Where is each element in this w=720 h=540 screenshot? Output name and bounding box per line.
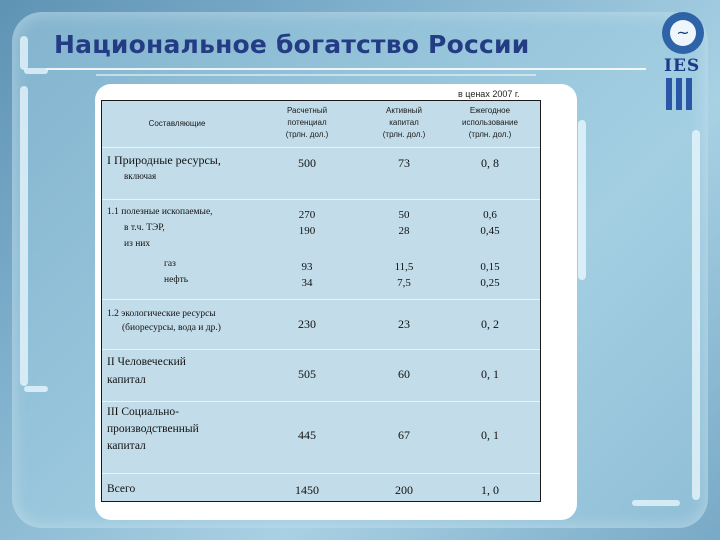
decor-strip (578, 120, 586, 280)
value-total-use: 1, 0 (481, 483, 499, 497)
row-label-gas: газ (164, 259, 176, 269)
row-divider (102, 299, 540, 300)
value-human-use: 0, 1 (481, 367, 499, 381)
value-gas-oil-potential: 93 34 (301, 261, 313, 289)
decor-strip (24, 68, 48, 74)
row-divider (102, 147, 540, 148)
row-label-ecological: 1.2 экологические ресурсы (107, 309, 216, 319)
value-total-capital: 200 (395, 483, 413, 497)
row-label-social: III Социально- (107, 406, 180, 418)
value-gas-oil-capital: 11,5 7,5 (394, 261, 414, 289)
value-minerals-potential: 270 190 (298, 209, 316, 237)
row-label-natural: I Природные ресурсы, (107, 153, 221, 167)
wealth-table (101, 100, 541, 502)
value-natural-capital: 73 (398, 156, 410, 170)
decor-strip (20, 86, 28, 386)
header-annual-use: Ежегодное использование (трлн. дол.) (462, 106, 518, 139)
value-ecological-use: 0, 2 (481, 317, 499, 331)
value-ecological-potential: 230 (298, 317, 316, 331)
value-gas-oil-use: 0,15 0,25 (480, 261, 500, 289)
logo-text: IES (664, 56, 701, 76)
title-underline (46, 68, 646, 70)
value-human-capital: 60 (398, 367, 410, 381)
value-human-potential: 505 (298, 367, 316, 381)
row-label-total: Всего (107, 483, 136, 495)
value-natural-use: 0, 8 (481, 156, 499, 170)
title-underline (96, 74, 536, 76)
row-label-minerals-of-them: из них (124, 239, 151, 249)
header-potential: Расчетный потенциал (трлн. дол.) (285, 106, 329, 139)
row-label-oil: нефть (164, 275, 189, 285)
value-social-capital: 67 (398, 428, 410, 442)
row-label-human-capital: капитал (107, 374, 146, 386)
ies-logo-icon (662, 12, 704, 54)
price-note: в ценах 2007 г. (458, 89, 520, 99)
header-components: Составляющие (148, 119, 206, 128)
value-natural-potential: 500 (298, 156, 316, 170)
header-capital: Активный капитал (трлн. дол.) (382, 106, 426, 139)
row-label-social-capital: капитал (107, 440, 146, 452)
decor-strip (692, 130, 700, 500)
row-divider (102, 401, 540, 402)
decor-strip (20, 36, 28, 70)
row-divider (102, 473, 540, 474)
row-label-minerals-ter: в т.ч. ТЭР, (124, 223, 165, 233)
value-ecological-capital: 23 (398, 317, 410, 331)
value-minerals-use: 0,6 0,45 (480, 209, 500, 237)
logo-glyph: ~ (670, 20, 696, 46)
row-divider (102, 199, 540, 200)
slide-title: Национальное богатство России (54, 30, 530, 59)
row-sublabel-natural: включая (124, 171, 157, 181)
row-label-social-production: производственный (107, 423, 199, 435)
value-social-use: 0, 1 (481, 428, 499, 442)
row-divider (102, 349, 540, 350)
row-label-ecological-detail: (биоресурсы, вода и др.) (122, 323, 221, 333)
row-label-human: II Человеческий (107, 356, 186, 368)
value-total-potential: 1450 (295, 483, 319, 497)
row-label-minerals: 1.1 полезные ископаемые, (107, 207, 213, 217)
decor-strip (632, 500, 680, 506)
value-social-potential: 445 (298, 428, 316, 442)
decor-strip (24, 386, 48, 392)
value-minerals-capital: 50 28 (398, 209, 410, 237)
ies-logo (660, 12, 710, 112)
logo-bars (666, 78, 698, 110)
